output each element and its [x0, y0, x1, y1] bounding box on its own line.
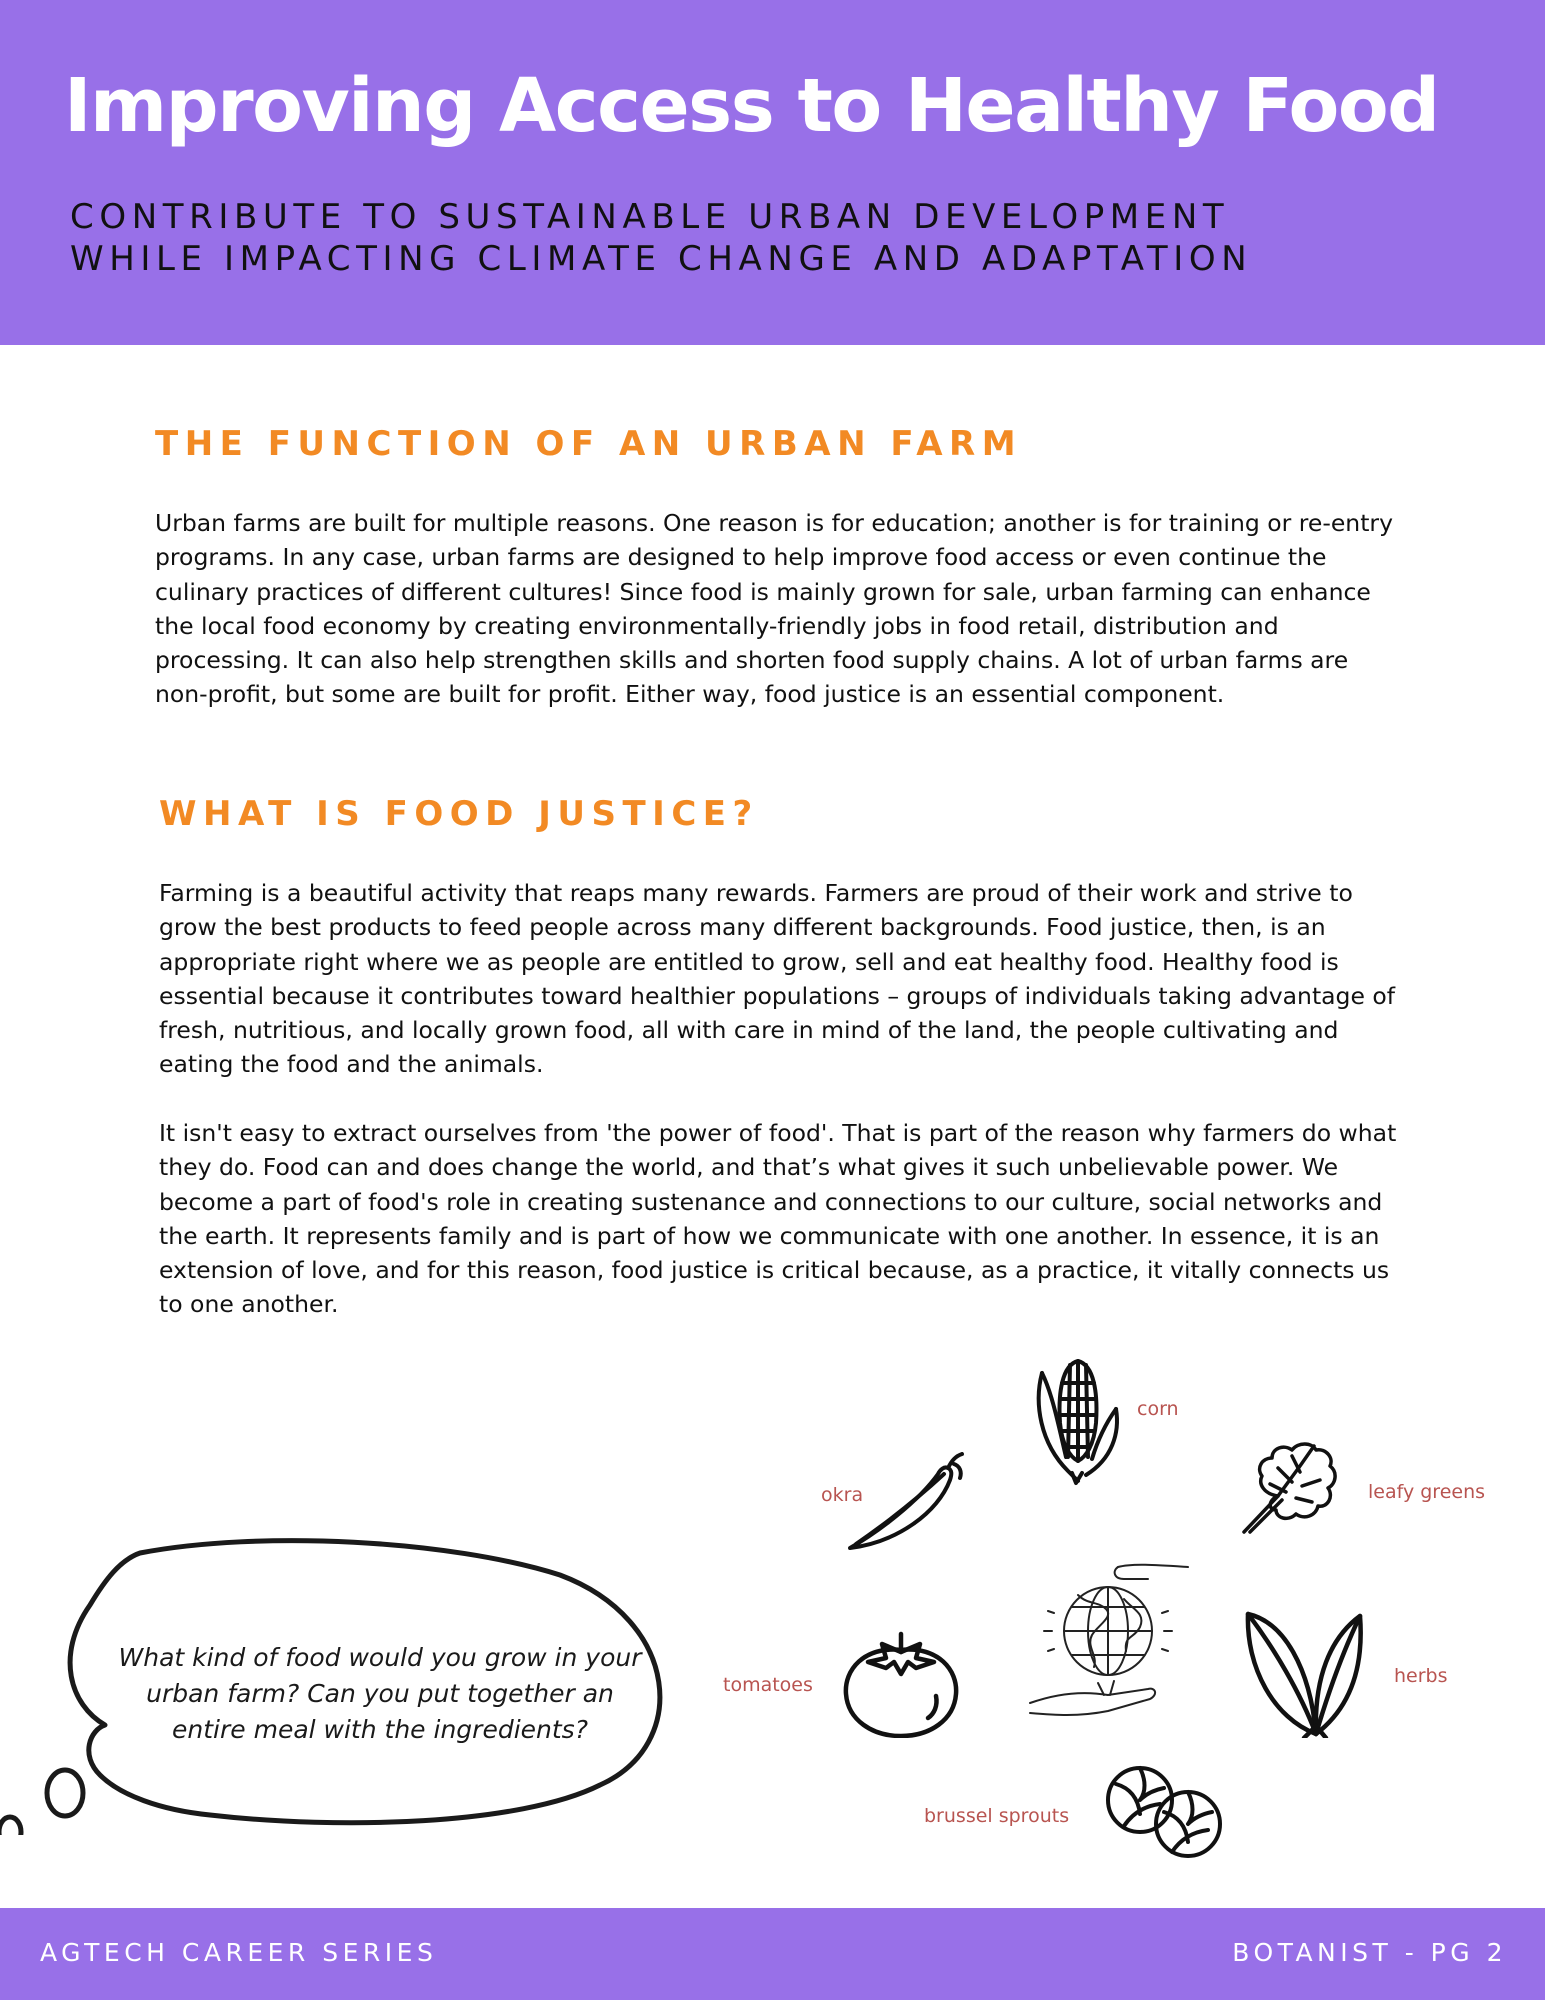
label-corn: corn: [1137, 1398, 1179, 1420]
label-okra: okra: [821, 1484, 864, 1506]
label-leafy-greens: leafy greens: [1368, 1481, 1486, 1503]
thought-bubble-text: What kind of food would you grow in your urban farm? Can you put together an entire meal with the ingredients?: [118, 1643, 642, 1744]
brussel-sprouts-icon: [1104, 1764, 1226, 1860]
subtitle-line-1: CONTRIBUTE TO SUSTAINABLE URBAN DEVELOPMENT: [70, 197, 1230, 237]
page-title: Improving Access to Healthy Food: [64, 63, 1439, 149]
label-herbs: herbs: [1394, 1665, 1448, 1687]
label-brussel-sprouts: brussel sprouts: [924, 1805, 1070, 1827]
subtitle-line-2: WHILE IMPACTING CLIMATE CHANGE AND ADAPTATION: [70, 239, 1253, 279]
tomato-icon: [842, 1630, 960, 1738]
section-heading-food-justice: WHAT IS FOOD JUSTICE?: [159, 794, 759, 834]
globe-in-hands-icon: [1028, 1555, 1190, 1717]
section-paragraph-food-justice-1: Farming is a beautiful activity that reaps many rewards. Farmers are proud of their work and strive to grow the best products to feed people across many different backgrounds. Food justice, then, is an appropriate right where we as people are entitled to grow, sell and eat healthy food. Healthy food is essential because it contributes toward healthier populations – groups of individuals taking advantage of fresh, nutritious, and locally grown food, all with care in mind of the land, the people cultivating and eating the food and the animals.: [159, 879, 1396, 1079]
okra-icon: [848, 1452, 968, 1552]
section-heading-urban-farm: THE FUNCTION OF AN URBAN FARM: [155, 424, 1023, 464]
footer-banner: [0, 1908, 1545, 2000]
label-tomatoes: tomatoes: [723, 1674, 813, 1696]
footer-page-number: BOTANIST - PG 2: [1232, 1938, 1507, 1967]
leafy-greens-icon: [1240, 1436, 1340, 1536]
footer-series-name: AGTECH CAREER SERIES: [40, 1938, 438, 1967]
herbs-icon: [1244, 1608, 1364, 1738]
page-subtitle: [70, 196, 1510, 280]
header-banner: [0, 0, 1545, 345]
section-paragraph-food-justice-2: It isn't easy to extract ourselves from 'the power of food'. That is part of the reason why farmers do what they do. Food can and does change the world, and that’s what gives it such unbelievable power. We become a part of food's role in creating sustenance and connections to our culture, social networks and the earth. It represents family and is part of how we communicate with one another. In essence, it is an extension of love, and for this reason, food justice is critical because, as a practice, it vitally connects us to one another.: [159, 1119, 1397, 1319]
section-paragraph-urban-farm: Urban farms are built for multiple reasons. One reason is for education; another is for training or re-entry programs. In any case, urban farms are designed to help improve food access or even continue the culinary practices of different cultures! Since food is mainly grown for sale, urban farming can enhance the local food economy by creating environmentally-friendly jobs in food retail, distribution and processing. It can also help strengthen skills and shorten food supply chains. A lot of urban farms are non-profit, but some are built for profit. Either way, food justice is an essential component.: [155, 509, 1393, 709]
corn-icon: [1032, 1353, 1124, 1487]
